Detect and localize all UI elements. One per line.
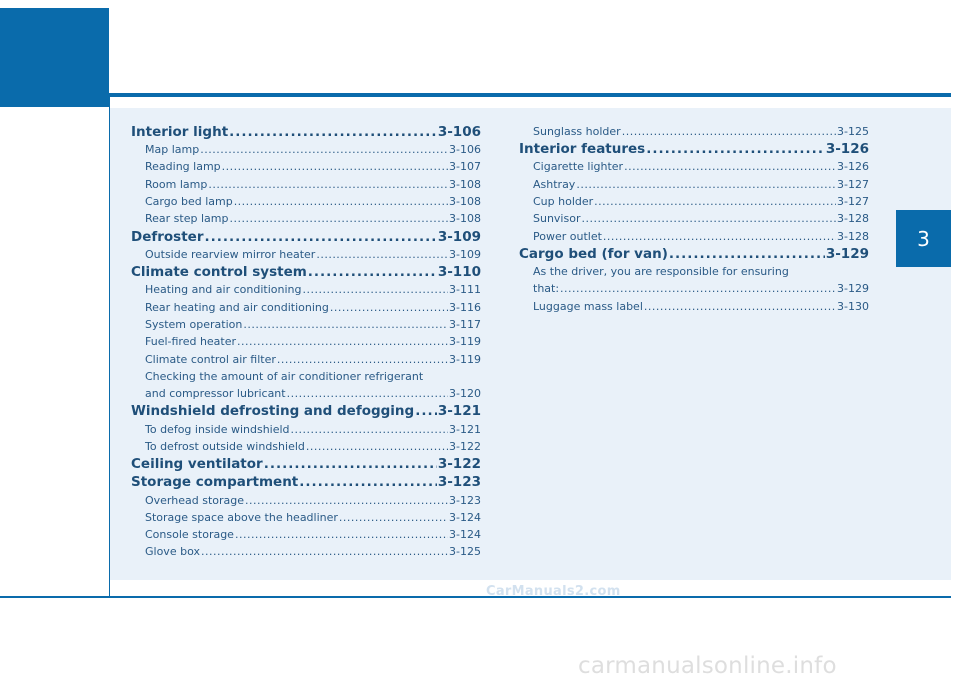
toc-section-entry[interactable]: [131, 228, 481, 246]
toc-page-number: 3-109: [449, 247, 481, 261]
toc-section-entry[interactable]: [131, 473, 481, 491]
toc-page-number: 3-127: [837, 177, 869, 191]
toc-page-number: 3-117: [449, 317, 481, 331]
toc-section-entry[interactable]: [131, 402, 481, 420]
toc-entry-label: System operation: [145, 317, 243, 331]
dot-leader: [201, 543, 448, 560]
dot-leader: [204, 228, 436, 246]
dot-leader: [287, 385, 448, 402]
toc-subsection-entry[interactable]: [519, 176, 869, 193]
dot-leader: [234, 193, 448, 210]
toc-page-number: 3-120: [449, 387, 481, 401]
toc-entry-label: Outside rearview mirror heater: [145, 247, 316, 261]
toc-page-number: 3-129: [837, 282, 869, 296]
toc-entry-label: that:: [533, 282, 560, 296]
dot-leader: [302, 281, 448, 298]
toc-page-number: 3-126: [825, 141, 869, 158]
toc-subsection-entry[interactable]: [519, 193, 869, 210]
toc-page-number: 3-109: [437, 228, 481, 245]
dot-leader: [669, 245, 825, 263]
toc-subsection-entry[interactable]: [131, 316, 481, 333]
toc-entry-label: Power outlet: [533, 229, 602, 243]
watermark-top[interactable]: CarManuals2.com: [486, 584, 621, 599]
dot-leader: [581, 210, 836, 227]
toc-page-number: 3-111: [449, 283, 481, 297]
dot-leader: [576, 176, 836, 193]
dot-leader: [306, 438, 448, 455]
toc-page-number: 3-108: [449, 195, 481, 209]
dot-leader: [277, 351, 448, 368]
toc-entry-label: Cargo bed lamp: [145, 195, 233, 209]
toc-page-number: 3-106: [449, 143, 481, 157]
dot-leader: [237, 333, 448, 350]
toc-section-entry[interactable]: [519, 140, 869, 158]
toc-entry-continued[interactable]: [131, 368, 481, 385]
dot-leader: [560, 280, 836, 297]
toc-entry-label: Sunvisor: [533, 212, 581, 226]
toc-page-number: 3-107: [449, 160, 481, 174]
toc-subsection-entry[interactable]: [131, 246, 481, 263]
toc-entry-label: Ceiling ventilator: [131, 456, 263, 473]
toc-page-number: 3-123: [449, 493, 481, 507]
toc-subsection-entry[interactable]: [131, 299, 481, 316]
dot-leader: [291, 421, 448, 438]
dot-leader: [308, 263, 437, 281]
toc-subsection-entry[interactable]: [131, 281, 481, 298]
toc-page-number: 3-108: [449, 212, 481, 226]
dot-leader: [316, 246, 448, 263]
toc-entry-label: Cigarette lighter: [533, 160, 624, 174]
toc-section-entry[interactable]: [519, 245, 869, 263]
toc-page-number: 3-125: [449, 545, 481, 559]
toc-entry-label: Glove box: [145, 545, 200, 559]
toc-entry-label: Windshield defrosting and defogging: [131, 403, 415, 420]
toc-entry-label: Rear heating and air conditioning: [145, 300, 329, 314]
dot-leader: [646, 140, 825, 158]
chapter-tab[interactable]: [896, 210, 951, 267]
toc-page-number: 3-126: [837, 160, 869, 174]
toc-subsection-entry[interactable]: [519, 210, 869, 227]
dot-leader: [243, 316, 448, 333]
toc-subsection-entry[interactable]: [519, 158, 869, 175]
toc-page-number: 3-130: [837, 299, 869, 313]
toc-page-number: 3-124: [449, 510, 481, 524]
dot-leader: [622, 123, 836, 140]
toc-section-entry[interactable]: [131, 455, 481, 473]
toc-entry-label: Overhead storage: [145, 493, 245, 507]
toc-subsection-entry[interactable]: [519, 123, 869, 140]
toc-subsection-entry[interactable]: [131, 509, 481, 526]
toc-subsection-entry[interactable]: [131, 141, 481, 158]
dot-leader: [624, 158, 836, 175]
toc-subsection-entry[interactable]: [131, 543, 481, 560]
toc-entry-label: Climate control air filter: [145, 352, 276, 366]
dot-leader: [594, 193, 836, 210]
dot-leader: [200, 141, 448, 158]
toc-page-number: 3-128: [837, 212, 869, 226]
toc-subsection-entry[interactable]: [131, 385, 481, 402]
toc-page-number: 3-121: [449, 422, 481, 436]
dot-leader: [264, 455, 437, 473]
toc-subsection-entry[interactable]: [519, 298, 869, 315]
toc-section-entry[interactable]: [131, 123, 481, 141]
toc-page-number: 3-124: [449, 528, 481, 542]
toc-entry-label: Map lamp: [145, 143, 200, 157]
toc-subsection-entry[interactable]: [131, 421, 481, 438]
footer-rule: [0, 596, 951, 598]
toc-right-column: [519, 123, 869, 315]
toc-entry-label: Interior light: [131, 124, 229, 140]
toc-page-number: 3-119: [449, 335, 481, 349]
toc-subsection-entry[interactable]: [131, 333, 481, 350]
toc-page-number: 3-121: [437, 403, 481, 420]
toc-entry-label: Interior features: [519, 141, 646, 158]
toc-entry-label: Climate control system: [131, 264, 307, 281]
dot-leader: [644, 298, 836, 315]
toc-entry-label: To defrost outside windshield: [145, 439, 305, 453]
toc-page-number: 3-129: [825, 245, 869, 262]
toc-subsection-entry[interactable]: [131, 210, 481, 227]
toc-page-number: 3-122: [449, 439, 481, 453]
toc-entry-label: Checking the amount of air conditioner refrigerant: [145, 369, 424, 383]
toc-subsection-entry[interactable]: [131, 158, 481, 175]
toc-page-number: 3-123: [437, 474, 481, 491]
header-rule: [109, 93, 951, 97]
chapter-number: 3: [917, 226, 930, 251]
toc-entry-label: Defroster: [131, 228, 204, 245]
toc-entry-label: Storage compartment: [131, 474, 299, 491]
toc-entry-label: To defog inside windshield: [145, 422, 290, 436]
toc-entry-label: Ashtray: [533, 177, 576, 191]
toc-left-column: [131, 123, 481, 561]
toc-page-number: 3-110: [437, 264, 481, 281]
toc-entry-label: Fuel-fired heater: [145, 335, 237, 349]
dot-leader: [339, 509, 448, 526]
watermark-bottom[interactable]: carmanualsonline.info: [578, 653, 837, 679]
dot-leader: [208, 176, 448, 193]
dot-leader: [330, 299, 448, 316]
toc-subsection-entry[interactable]: [131, 176, 481, 193]
toc-subsection-entry[interactable]: [131, 438, 481, 455]
toc-subsection-entry[interactable]: [131, 351, 481, 368]
toc-entry-label: Sunglass holder: [533, 125, 621, 138]
toc-subsection-entry[interactable]: [519, 228, 869, 245]
dot-leader: [245, 492, 448, 509]
toc-page-number: 3-106: [437, 124, 481, 140]
toc-entry-label: Cargo bed (for van): [519, 245, 668, 262]
dot-leader: [229, 210, 448, 227]
toc-entry-label: Console storage: [145, 528, 234, 542]
dot-leader: [235, 526, 448, 543]
toc-subsection-entry[interactable]: [131, 193, 481, 210]
toc-entry-label: Cup holder: [533, 195, 594, 209]
toc-entry-label: Heating and air conditioning: [145, 283, 302, 297]
dot-leader: [222, 158, 448, 175]
toc-section-entry[interactable]: [131, 263, 481, 281]
toc-page-number: 3-122: [437, 456, 481, 473]
toc-page-number: 3-108: [449, 177, 481, 191]
dot-leader: [229, 123, 437, 141]
toc-page-number: 3-116: [449, 300, 481, 314]
toc-entry-label: Luggage mass label: [533, 299, 643, 313]
dot-leader: [415, 402, 437, 420]
toc-page-number: 3-128: [837, 229, 869, 243]
toc-entry-label: Reading lamp: [145, 160, 221, 174]
toc-page-number: 3-125: [837, 125, 869, 138]
toc-page-number: 3-119: [449, 352, 481, 366]
toc-entry-label: Rear step lamp: [145, 212, 229, 226]
toc-subsection-entry[interactable]: [131, 492, 481, 509]
dot-leader: [299, 473, 437, 491]
toc-entry-label: As the driver, you are responsible for ensuring: [533, 265, 789, 279]
toc-entry-label: Storage space above the headliner: [145, 510, 338, 524]
toc-page-number: 3-127: [837, 195, 869, 209]
chapter-corner-block: [0, 8, 109, 107]
toc-entry-continued[interactable]: [519, 263, 869, 280]
toc-subsection-entry[interactable]: [519, 280, 869, 297]
dot-leader: [603, 228, 836, 245]
toc-entry-label: and compressor lubricant: [145, 387, 286, 401]
toc-subsection-entry[interactable]: [131, 526, 481, 543]
toc-entry-label: Room lamp: [145, 177, 208, 191]
